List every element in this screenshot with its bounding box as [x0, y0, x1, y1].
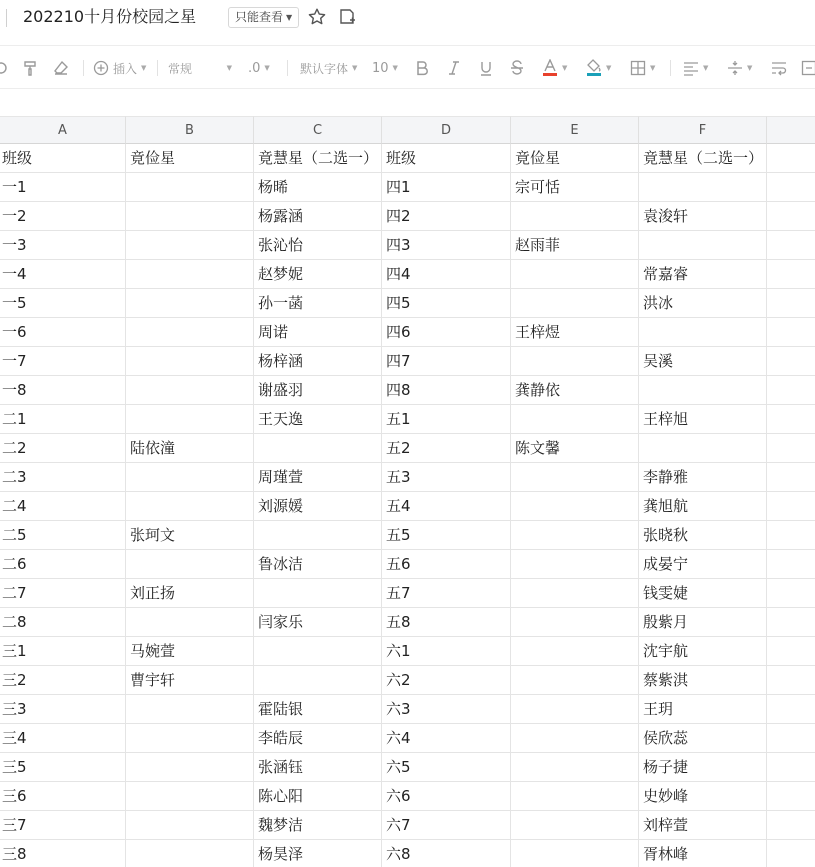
cell-e9[interactable]: 龚静依 — [511, 376, 639, 405]
chevron-down-icon: ▼ — [606, 64, 612, 72]
borders-button[interactable] — [630, 58, 655, 78]
cell-f13[interactable]: 龚旭航 — [639, 492, 767, 521]
cell-e5[interactable] — [511, 260, 639, 289]
cell-e6[interactable] — [511, 289, 639, 318]
column-header-c[interactable]: C — [254, 116, 382, 144]
cell-b1[interactable]: 竟俭星 — [126, 144, 254, 173]
cell-g11[interactable] — [767, 434, 815, 463]
cell-c19[interactable] — [254, 666, 382, 695]
table-row — [0, 521, 815, 550]
cell-g25[interactable] — [767, 840, 815, 867]
cell-g7[interactable] — [767, 318, 815, 347]
table-row — [0, 637, 815, 666]
cell-e10[interactable] — [511, 405, 639, 434]
cell-a12[interactable]: 二3 — [0, 463, 126, 492]
title-bar — [0, 0, 815, 36]
clear-format-icon[interactable] — [53, 58, 69, 78]
cell-a25[interactable]: 三8 — [0, 840, 126, 867]
cell-d5[interactable]: 四4 — [382, 260, 511, 289]
cell-a2[interactable]: 一1 — [0, 173, 126, 202]
cell-f25[interactable]: 胥林峰 — [639, 840, 767, 867]
table-row — [0, 405, 815, 434]
cell-d18[interactable]: 六1 — [382, 637, 511, 666]
cell-d22[interactable]: 六5 — [382, 753, 511, 782]
cell-f21[interactable]: 侯欣蕊 — [639, 724, 767, 753]
font-size-dropdown[interactable] — [372, 58, 398, 78]
toolbar-divider — [670, 60, 671, 76]
cell-f24[interactable]: 刘梓萱 — [639, 811, 767, 840]
cell-e12[interactable] — [511, 463, 639, 492]
cell-a5[interactable]: 一4 — [0, 260, 126, 289]
font-size-label: 10 — [372, 60, 389, 76]
cell-g8[interactable] — [767, 347, 815, 376]
cell-b23[interactable] — [126, 782, 254, 811]
cell-b21[interactable] — [126, 724, 254, 753]
cell-a15[interactable]: 二6 — [0, 550, 126, 579]
chevron-down-icon: ▼ — [562, 64, 568, 72]
font-family-dropdown[interactable] — [300, 58, 357, 78]
cell-b12[interactable] — [126, 463, 254, 492]
cell-a9[interactable]: 一8 — [0, 376, 126, 405]
cell-f16[interactable]: 钱雯婕 — [639, 579, 767, 608]
table-row — [0, 753, 815, 782]
toolbar-divider — [287, 60, 288, 76]
table-row — [0, 173, 815, 202]
cell-a24[interactable]: 三7 — [0, 811, 126, 840]
cell-d15[interactable]: 五6 — [382, 550, 511, 579]
italic-icon[interactable] — [447, 58, 461, 78]
cell-b7[interactable] — [126, 318, 254, 347]
cell-b13[interactable] — [126, 492, 254, 521]
cell-g19[interactable] — [767, 666, 815, 695]
cell-d13[interactable]: 五4 — [382, 492, 511, 521]
cell-g17[interactable] — [767, 608, 815, 637]
cell-a11[interactable]: 二2 — [0, 434, 126, 463]
cell-d1[interactable]: 班级 — [382, 144, 511, 173]
cell-b11[interactable]: 陆依潼 — [126, 434, 254, 463]
cell-f10[interactable]: 王梓旭 — [639, 405, 767, 434]
insert-button[interactable] — [93, 58, 146, 78]
cell-f14[interactable]: 张晓秋 — [639, 521, 767, 550]
cell-f22[interactable]: 杨子捷 — [639, 753, 767, 782]
chevron-down-icon: ▼ — [703, 64, 709, 72]
cell-e16[interactable] — [511, 579, 639, 608]
chevron-down-icon: ▼ — [141, 64, 147, 72]
underline-icon[interactable] — [479, 58, 493, 78]
paint-bucket-icon — [586, 59, 602, 77]
cell-e24[interactable] — [511, 811, 639, 840]
cell-f17[interactable]: 殷紫月 — [639, 608, 767, 637]
cell-b6[interactable] — [126, 289, 254, 318]
table-row — [0, 231, 815, 260]
table-row — [0, 840, 815, 867]
cell-a7[interactable]: 一6 — [0, 318, 126, 347]
bold-icon[interactable] — [415, 58, 429, 78]
strikethrough-icon[interactable] — [510, 58, 524, 78]
table-row — [0, 724, 815, 753]
cell-a20[interactable]: 三3 — [0, 695, 126, 724]
cell-b10[interactable] — [126, 405, 254, 434]
cell-e11[interactable]: 陈文馨 — [511, 434, 639, 463]
cell-c15[interactable]: 鲁冰洁 — [254, 550, 382, 579]
number-format-dropdown[interactable] — [168, 58, 232, 78]
cell-e23[interactable] — [511, 782, 639, 811]
table-row — [0, 347, 815, 376]
cell-b24[interactable] — [126, 811, 254, 840]
cell-b22[interactable] — [126, 753, 254, 782]
cell-e22[interactable] — [511, 753, 639, 782]
cell-f20[interactable]: 王玥 — [639, 695, 767, 724]
table-row — [0, 579, 815, 608]
number-format-label: 常规 — [168, 61, 193, 76]
cell-a10[interactable]: 二1 — [0, 405, 126, 434]
cell-b18[interactable]: 马婉萱 — [126, 637, 254, 666]
cell-d6[interactable]: 四5 — [382, 289, 511, 318]
cell-f9[interactable] — [639, 376, 767, 405]
cell-g18[interactable] — [767, 637, 815, 666]
cell-b8[interactable] — [126, 347, 254, 376]
cell-f18[interactable]: 沈宇航 — [639, 637, 767, 666]
cell-g4[interactable] — [767, 231, 815, 260]
align-middle-icon — [727, 60, 743, 76]
cell-a18[interactable]: 三1 — [0, 637, 126, 666]
cell-c5[interactable]: 赵梦妮 — [254, 260, 382, 289]
document-title[interactable]: 202210十月份校园之星 — [23, 7, 197, 26]
cell-d7[interactable]: 四6 — [382, 318, 511, 347]
cell-a14[interactable]: 二5 — [0, 521, 126, 550]
wrap-text-icon[interactable] — [771, 58, 787, 78]
cell-e19[interactable] — [511, 666, 639, 695]
cell-d2[interactable]: 四1 — [382, 173, 511, 202]
cell-e2[interactable]: 宗可恬 — [511, 173, 639, 202]
cell-b4[interactable] — [126, 231, 254, 260]
cell-d19[interactable]: 六2 — [382, 666, 511, 695]
cell-f19[interactable]: 蔡紫淇 — [639, 666, 767, 695]
spreadsheet-grid — [0, 116, 815, 867]
cell-e14[interactable] — [511, 521, 639, 550]
cell-d21[interactable]: 六4 — [382, 724, 511, 753]
cell-c12[interactable]: 周瑾萱 — [254, 463, 382, 492]
table-row — [0, 492, 815, 521]
format-painter-icon[interactable] — [22, 58, 38, 78]
cell-f2[interactable] — [639, 173, 767, 202]
font-color-icon — [542, 59, 558, 77]
horizontal-align-button[interactable] — [683, 58, 708, 78]
cell-g21[interactable] — [767, 724, 815, 753]
cell-a6[interactable]: 一5 — [0, 289, 126, 318]
cell-c23[interactable]: 陈心阳 — [254, 782, 382, 811]
add-to-collection-icon[interactable] — [336, 6, 358, 28]
cell-g10[interactable] — [767, 405, 815, 434]
cell-g2[interactable] — [767, 173, 815, 202]
cell-a1[interactable]: 班级 — [0, 144, 126, 173]
cell-g13[interactable] — [767, 492, 815, 521]
cell-c21[interactable]: 李皓辰 — [254, 724, 382, 753]
table-row — [0, 608, 815, 637]
table-row — [0, 289, 815, 318]
cell-d24[interactable]: 六7 — [382, 811, 511, 840]
cell-b14[interactable]: 张珂文 — [126, 521, 254, 550]
cell-e13[interactable] — [511, 492, 639, 521]
align-left-icon — [683, 60, 699, 76]
cell-d14[interactable]: 五5 — [382, 521, 511, 550]
cell-b20[interactable] — [126, 695, 254, 724]
cell-f11[interactable] — [639, 434, 767, 463]
view-only-dropdown[interactable] — [228, 7, 299, 28]
cell-c10[interactable]: 王天逸 — [254, 405, 382, 434]
cell-e4[interactable]: 赵雨菲 — [511, 231, 639, 260]
cell-e20[interactable] — [511, 695, 639, 724]
cell-a19[interactable]: 三2 — [0, 666, 126, 695]
cell-g23[interactable] — [767, 782, 815, 811]
cell-g24[interactable] — [767, 811, 815, 840]
font-family-label: 默认字体 — [300, 61, 349, 76]
cell-a13[interactable]: 二4 — [0, 492, 126, 521]
cell-f6[interactable]: 洪冰 — [639, 289, 767, 318]
cell-b9[interactable] — [126, 376, 254, 405]
cell-g16[interactable] — [767, 579, 815, 608]
cell-a3[interactable]: 一2 — [0, 202, 126, 231]
cell-e18[interactable] — [511, 637, 639, 666]
cell-e21[interactable] — [511, 724, 639, 753]
cell-e8[interactable] — [511, 347, 639, 376]
cell-e25[interactable] — [511, 840, 639, 867]
cell-b5[interactable] — [126, 260, 254, 289]
table-row — [0, 782, 815, 811]
cell-f1[interactable]: 竟慧星（二选一） — [639, 144, 767, 173]
toolbar-divider — [83, 60, 84, 76]
cell-d9[interactable]: 四8 — [382, 376, 511, 405]
cell-b16[interactable]: 刘正扬 — [126, 579, 254, 608]
cell-f15[interactable]: 成晏宁 — [639, 550, 767, 579]
fill-color-button[interactable] — [586, 58, 611, 78]
cell-a22[interactable]: 三5 — [0, 753, 126, 782]
cell-c11[interactable] — [254, 434, 382, 463]
cell-d17[interactable]: 五8 — [382, 608, 511, 637]
table-row — [0, 260, 815, 289]
toolbar — [0, 45, 815, 89]
cell-c1[interactable]: 竟慧星（二选一） — [254, 144, 382, 173]
cell-d25[interactable]: 六8 — [382, 840, 511, 867]
cell-b25[interactable] — [126, 840, 254, 867]
cell-a8[interactable]: 一7 — [0, 347, 126, 376]
chevron-down-icon: ▼ — [392, 64, 398, 72]
column-header-e[interactable]: E — [511, 116, 639, 144]
chevron-down-icon: ▼ — [226, 64, 232, 72]
cell-a4[interactable]: 一3 — [0, 231, 126, 260]
chevron-down-icon: ▼ — [286, 13, 293, 22]
cell-d8[interactable]: 四7 — [382, 347, 511, 376]
star-icon[interactable] — [306, 6, 328, 28]
cell-c8[interactable]: 杨梓涵 — [254, 347, 382, 376]
cell-b17[interactable] — [126, 608, 254, 637]
column-header-f[interactable]: F — [639, 116, 767, 144]
cell-f4[interactable] — [639, 231, 767, 260]
cell-d20[interactable]: 六3 — [382, 695, 511, 724]
formula-bar[interactable] — [0, 90, 815, 116]
cell-c24[interactable]: 魏梦洁 — [254, 811, 382, 840]
insert-label: 插入 — [113, 61, 138, 76]
table-row — [0, 666, 815, 695]
cell-a23[interactable]: 三6 — [0, 782, 126, 811]
cell-g3[interactable] — [767, 202, 815, 231]
cell-c2[interactable]: 杨晞 — [254, 173, 382, 202]
cell-c25[interactable]: 杨昊泽 — [254, 840, 382, 867]
cell-b2[interactable] — [126, 173, 254, 202]
table-row — [0, 318, 815, 347]
chevron-down-icon: ▼ — [747, 64, 753, 72]
table-row — [0, 695, 815, 724]
chevron-down-icon: ▼ — [352, 64, 358, 72]
cell-c20[interactable]: 霍陆银 — [254, 695, 382, 724]
cell-c6[interactable]: 孙一菡 — [254, 289, 382, 318]
cell-d12[interactable]: 五3 — [382, 463, 511, 492]
column-header-d[interactable]: D — [382, 116, 511, 144]
cell-c14[interactable] — [254, 521, 382, 550]
cell-b19[interactable]: 曹宇轩 — [126, 666, 254, 695]
table-row — [0, 811, 815, 840]
cell-b15[interactable] — [126, 550, 254, 579]
cell-e15[interactable] — [511, 550, 639, 579]
vertical-align-button[interactable] — [727, 58, 752, 78]
cell-g5[interactable] — [767, 260, 815, 289]
cell-f5[interactable]: 常嘉睿 — [639, 260, 767, 289]
cell-c3[interactable]: 杨露涵 — [254, 202, 382, 231]
cell-d10[interactable]: 五1 — [382, 405, 511, 434]
cell-d11[interactable]: 五2 — [382, 434, 511, 463]
cell-a21[interactable]: 三4 — [0, 724, 126, 753]
cell-c13[interactable]: 刘源媛 — [254, 492, 382, 521]
cell-b3[interactable] — [126, 202, 254, 231]
cell-f23[interactable]: 史妙峰 — [639, 782, 767, 811]
cell-d4[interactable]: 四3 — [382, 231, 511, 260]
cell-g20[interactable] — [767, 695, 815, 724]
table-row — [0, 434, 815, 463]
cell-g22[interactable] — [767, 753, 815, 782]
cell-c16[interactable] — [254, 579, 382, 608]
cell-f8[interactable]: 吴溪 — [639, 347, 767, 376]
cell-c4[interactable]: 张沁怡 — [254, 231, 382, 260]
decimal-dropdown[interactable] — [248, 58, 270, 78]
borders-icon — [630, 60, 646, 76]
cell-g14[interactable] — [767, 521, 815, 550]
title-divider — [6, 9, 7, 27]
cell-e7[interactable]: 王梓煜 — [511, 318, 639, 347]
table-row — [0, 144, 815, 173]
view-only-label: 只能查看 — [235, 10, 284, 24]
cell-c17[interactable]: 闫家乐 — [254, 608, 382, 637]
chevron-down-icon: ▼ — [650, 64, 656, 72]
cell-g15[interactable] — [767, 550, 815, 579]
column-header-b[interactable]: B — [126, 116, 254, 144]
cell-c7[interactable]: 周诺 — [254, 318, 382, 347]
plus-circle-icon — [93, 60, 109, 76]
cell-g9[interactable] — [767, 376, 815, 405]
redo-icon[interactable] — [0, 58, 8, 78]
table-row — [0, 202, 815, 231]
chevron-down-icon: ▼ — [264, 64, 270, 72]
table-row — [0, 376, 815, 405]
cell-f3[interactable]: 袁浚轩 — [639, 202, 767, 231]
cell-e17[interactable] — [511, 608, 639, 637]
cell-d3[interactable]: 四2 — [382, 202, 511, 231]
cell-c22[interactable]: 张涵钰 — [254, 753, 382, 782]
cell-g12[interactable] — [767, 463, 815, 492]
cell-e1[interactable]: 竟俭星 — [511, 144, 639, 173]
cell-f7[interactable] — [639, 318, 767, 347]
decimal-label: .0 — [248, 60, 261, 76]
cell-c9[interactable]: 谢盛羽 — [254, 376, 382, 405]
column-header-a[interactable]: A — [0, 116, 126, 144]
merge-cells-icon[interactable] — [801, 58, 815, 78]
font-color-button[interactable] — [542, 58, 567, 78]
table-row — [0, 550, 815, 579]
table-row — [0, 463, 815, 492]
cell-a17[interactable]: 二8 — [0, 608, 126, 637]
cell-d23[interactable]: 六6 — [382, 782, 511, 811]
cell-e3[interactable] — [511, 202, 639, 231]
column-header-g[interactable] — [767, 116, 815, 144]
cell-g6[interactable] — [767, 289, 815, 318]
cell-a16[interactable]: 二7 — [0, 579, 126, 608]
cell-f12[interactable]: 李静雅 — [639, 463, 767, 492]
cell-g1[interactable] — [767, 144, 815, 173]
cell-d16[interactable]: 五7 — [382, 579, 511, 608]
toolbar-divider — [157, 60, 158, 76]
cell-c18[interactable] — [254, 637, 382, 666]
